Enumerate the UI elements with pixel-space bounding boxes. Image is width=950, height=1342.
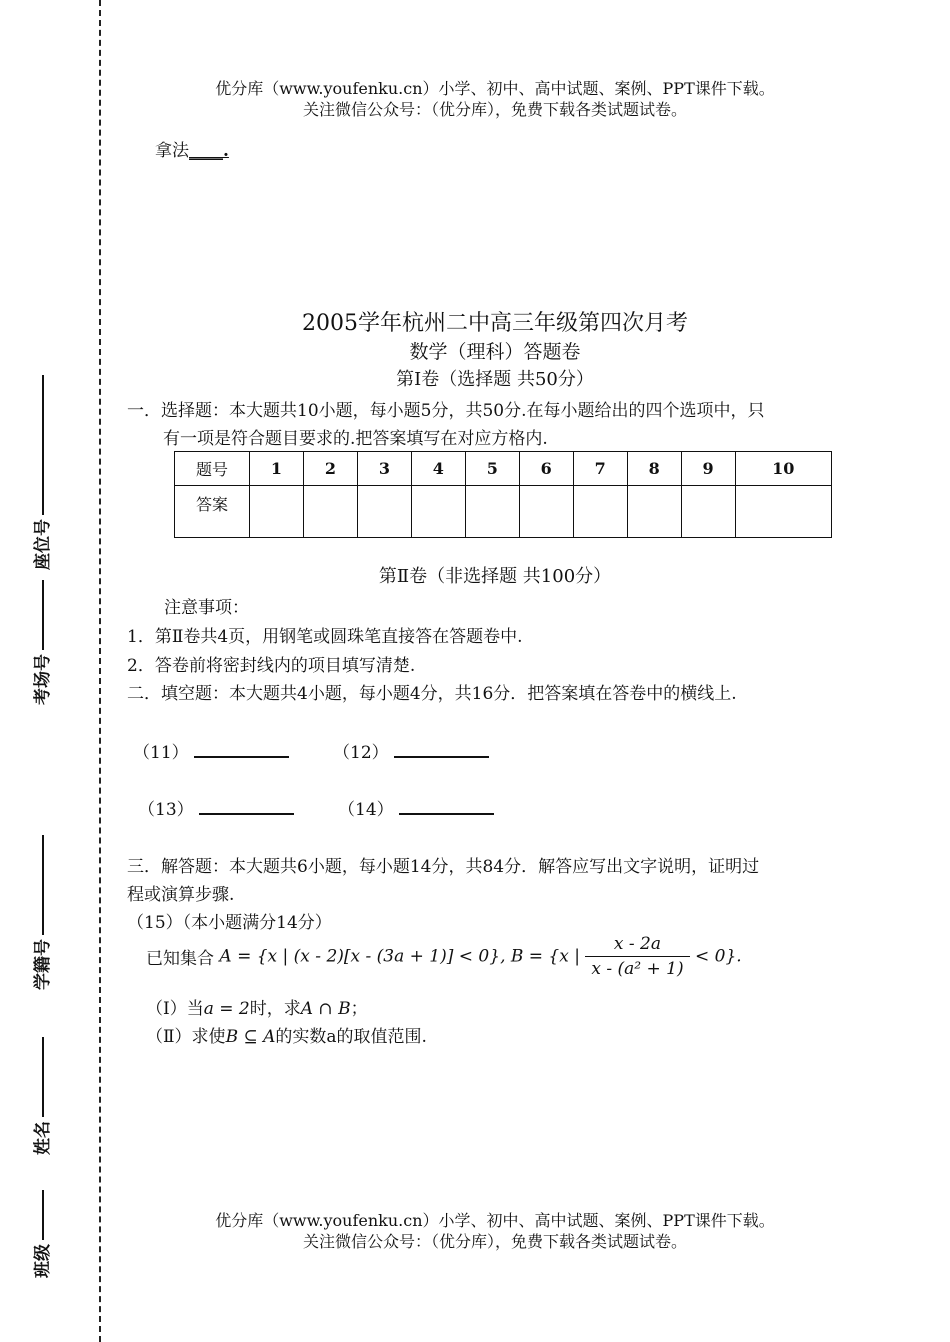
answer-cell[interactable] [465, 486, 519, 538]
note-2: 2．答卷前将密封线内的项目填写清楚. [127, 656, 416, 676]
answer-grid [174, 451, 832, 538]
header-line-2: 关注微信公众号：（优分库），免费下载各类试题试卷。 [302, 100, 687, 119]
answer-cell[interactable] [573, 486, 627, 538]
q-number: 5 [465, 452, 519, 486]
section1-line2: 有一项是符合题目要求的.把答案填写在对应方格内. [163, 429, 548, 449]
side-label-class: 班级 [28, 1190, 53, 1278]
q-number: 6 [519, 452, 573, 486]
section1-line1: 一．选择题：本大题共10小题，每小题5分，共50分.在每小题给出的四个选项中，只 [127, 401, 765, 421]
part2-title: 第Ⅱ卷（非选择题 共100分） [378, 566, 612, 587]
note-1: 1．第Ⅱ卷共4页，用钢笔或圆珠笔直接答在答题卷中. [127, 627, 523, 647]
q-number: 8 [627, 452, 681, 486]
answer-cell[interactable] [250, 486, 304, 538]
answer-cell[interactable] [735, 486, 831, 538]
header-line-1: 优分库（www.youfenku.cn）小学、初中、高中试题、案例、PPT课件下载。 [215, 79, 775, 98]
q-number: 4 [411, 452, 465, 486]
side-label-seat: 座位号 [28, 375, 53, 570]
answer-cell[interactable] [303, 486, 357, 538]
footer-line-1: 优分库（www.youfenku.cn）小学、初中、高中试题、案例、PPT课件下载。 [215, 1211, 775, 1230]
side-label-name: 姓名 [28, 1037, 53, 1155]
fill-blank-11: （11） [133, 738, 289, 763]
answer-cell[interactable] [519, 486, 573, 538]
q-number: 1 [250, 452, 304, 486]
exam-title: 2005学年杭州二中高三年级第四次月考 [302, 311, 688, 336]
question-number-row [175, 452, 832, 486]
q15-part1: （Ⅰ）当a = 2时，求A ∩ B； [146, 999, 368, 1019]
answer-cell[interactable] [681, 486, 735, 538]
side-label-student-id: 学籍号 [28, 835, 53, 990]
footer-line-2: 关注微信公众号：（优分库），免费下载各类试题试卷。 [302, 1232, 687, 1251]
top-fragment: 拿法____. [155, 141, 229, 161]
seal-dashed-line [99, 0, 101, 1342]
q-number: 3 [357, 452, 411, 486]
notes-title: 注意事项： [164, 598, 249, 618]
answer-cell[interactable] [411, 486, 465, 538]
section3-line2: 程或演算步骤. [127, 885, 235, 905]
answer-cell[interactable] [357, 486, 411, 538]
q15-given: 已知集合 A = {x | (x - 2)[x - (3a + 1)] < 0}, B = {x | $\frac{x - 2a}{\text{x - (a² + 1)}}$ < 0}. [146, 934, 742, 979]
q-number: 9 [681, 452, 735, 486]
answer-row [175, 486, 832, 538]
blank-11[interactable] [194, 740, 289, 758]
blank-13[interactable] [199, 797, 294, 815]
blank-12[interactable] [394, 740, 489, 758]
q15-part2: （Ⅱ）求使B ⊆ A的实数a的取值范围. [146, 1027, 427, 1047]
q15-fraction: $\frac{x - 2a}{\text{x - (a² + 1)}}$ [585, 934, 689, 979]
q15-title: （15）（本小题满分14分） [127, 913, 332, 933]
exam-subtitle: 数学（理科）答题卷 [409, 341, 581, 363]
answer-label: 答案 [175, 486, 250, 538]
fill-blank-13: （13） [138, 795, 294, 820]
q-number: 10 [735, 452, 831, 486]
q-number: 2 [303, 452, 357, 486]
section3-line1: 三．解答题：本大题共6小题，每小题14分，共84分．解答应写出文字说明，证明过 [127, 857, 760, 877]
answer-cell[interactable] [627, 486, 681, 538]
section2-text: 二．填空题：本大题共4小题，每小题4分，共16分．把答案填在答卷中的横线上. [127, 684, 737, 704]
fill-blank-12: （12） [333, 738, 489, 763]
part1-title: 第Ⅰ卷（选择题 共50分） [396, 369, 594, 390]
row-label: 题号 [175, 452, 250, 486]
q-number: 7 [573, 452, 627, 486]
blank-14[interactable] [399, 797, 494, 815]
side-label-room: 考场号 [28, 580, 53, 705]
fill-blank-14: （14） [338, 795, 494, 820]
